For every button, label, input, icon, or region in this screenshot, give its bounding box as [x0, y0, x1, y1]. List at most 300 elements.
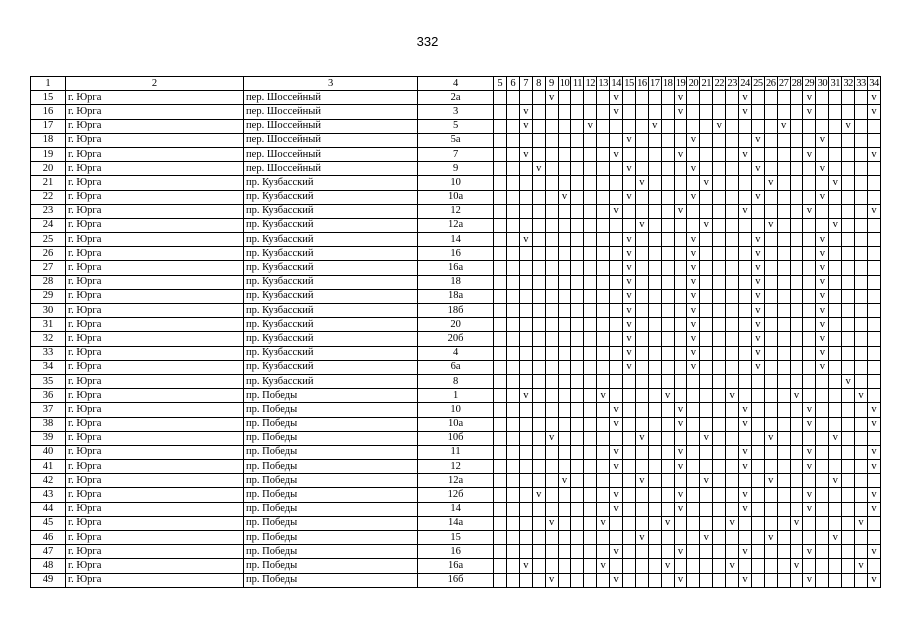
- empty-cell: [545, 289, 558, 303]
- empty-cell: [545, 545, 558, 559]
- empty-cell: [700, 304, 713, 318]
- header-cell-2: 2: [66, 77, 244, 91]
- empty-cell: [571, 445, 584, 459]
- empty-cell: [751, 573, 764, 587]
- empty-cell: [661, 176, 674, 190]
- empty-cell: [726, 162, 739, 176]
- house-cell: 6а: [418, 360, 494, 374]
- empty-cell: [726, 105, 739, 119]
- mark-cell: v: [623, 318, 636, 332]
- empty-cell: [635, 516, 648, 530]
- empty-cell: [829, 360, 842, 374]
- mark-cell: v: [674, 147, 687, 161]
- house-cell: 11: [418, 445, 494, 459]
- empty-cell: [674, 261, 687, 275]
- empty-cell: [726, 360, 739, 374]
- empty-cell: [687, 218, 700, 232]
- empty-cell: [764, 445, 777, 459]
- mark-cell: v: [739, 105, 752, 119]
- mark-cell: v: [623, 247, 636, 261]
- empty-cell: [494, 403, 507, 417]
- empty-cell: [558, 573, 571, 587]
- mark-cell: v: [829, 531, 842, 545]
- empty-cell: [545, 417, 558, 431]
- empty-cell: [494, 275, 507, 289]
- empty-cell: [687, 91, 700, 105]
- empty-cell: [558, 318, 571, 332]
- mark-cell: v: [635, 474, 648, 488]
- empty-cell: [507, 573, 520, 587]
- empty-cell: [519, 374, 532, 388]
- empty-cell: [571, 573, 584, 587]
- empty-cell: [713, 204, 726, 218]
- empty-cell: [816, 516, 829, 530]
- header-cell-22: 22: [713, 77, 726, 91]
- empty-cell: [648, 204, 661, 218]
- empty-cell: [713, 403, 726, 417]
- empty-cell: [803, 360, 816, 374]
- empty-cell: [751, 474, 764, 488]
- empty-cell: [532, 318, 545, 332]
- empty-cell: [687, 119, 700, 133]
- empty-cell: [674, 360, 687, 374]
- empty-cell: [635, 389, 648, 403]
- empty-cell: [842, 531, 855, 545]
- empty-cell: [855, 105, 868, 119]
- empty-cell: [855, 304, 868, 318]
- mark-cell: v: [584, 119, 597, 133]
- empty-cell: [532, 545, 545, 559]
- empty-cell: [558, 403, 571, 417]
- table-row: [31, 374, 881, 388]
- empty-cell: [584, 374, 597, 388]
- empty-cell: [507, 431, 520, 445]
- empty-cell: [623, 431, 636, 445]
- empty-cell: [597, 374, 610, 388]
- empty-cell: [739, 389, 752, 403]
- empty-cell: [855, 332, 868, 346]
- empty-cell: [739, 318, 752, 332]
- header-cell-23: 23: [726, 77, 739, 91]
- empty-cell: [571, 289, 584, 303]
- empty-cell: [764, 147, 777, 161]
- empty-cell: [816, 559, 829, 573]
- mark-cell: v: [674, 105, 687, 119]
- empty-cell: [764, 417, 777, 431]
- header-cell-3: 3: [244, 77, 418, 91]
- empty-cell: [764, 190, 777, 204]
- empty-cell: [687, 545, 700, 559]
- empty-cell: [713, 304, 726, 318]
- empty-cell: [803, 261, 816, 275]
- empty-cell: [816, 204, 829, 218]
- empty-cell: [764, 247, 777, 261]
- empty-cell: [532, 474, 545, 488]
- empty-cell: [597, 332, 610, 346]
- street-cell: пр. Кузбасский: [244, 374, 418, 388]
- empty-cell: [842, 233, 855, 247]
- mark-cell: v: [700, 431, 713, 445]
- empty-cell: [700, 289, 713, 303]
- empty-cell: [842, 346, 855, 360]
- empty-cell: [803, 559, 816, 573]
- empty-cell: [558, 162, 571, 176]
- mark-cell: v: [790, 516, 803, 530]
- empty-cell: [790, 218, 803, 232]
- mark-cell: v: [700, 474, 713, 488]
- empty-cell: [867, 516, 880, 530]
- empty-cell: [597, 289, 610, 303]
- empty-cell: [519, 133, 532, 147]
- empty-cell: [545, 304, 558, 318]
- empty-cell: [764, 559, 777, 573]
- mark-cell: v: [803, 91, 816, 105]
- empty-cell: [584, 147, 597, 161]
- mark-cell: v: [803, 417, 816, 431]
- empty-cell: [829, 162, 842, 176]
- empty-cell: [674, 318, 687, 332]
- empty-cell: [700, 559, 713, 573]
- empty-cell: [635, 559, 648, 573]
- house-cell: 16: [418, 545, 494, 559]
- empty-cell: [713, 318, 726, 332]
- empty-cell: [700, 545, 713, 559]
- mark-cell: v: [597, 516, 610, 530]
- empty-cell: [687, 460, 700, 474]
- empty-cell: [790, 445, 803, 459]
- empty-cell: [545, 147, 558, 161]
- empty-cell: [507, 445, 520, 459]
- empty-cell: [726, 91, 739, 105]
- empty-cell: [842, 162, 855, 176]
- empty-cell: [674, 275, 687, 289]
- house-cell: 4: [418, 346, 494, 360]
- empty-cell: [545, 247, 558, 261]
- empty-cell: [584, 488, 597, 502]
- empty-cell: [726, 474, 739, 488]
- empty-cell: [777, 445, 790, 459]
- empty-cell: [713, 332, 726, 346]
- house-cell: 1: [418, 389, 494, 403]
- empty-cell: [713, 389, 726, 403]
- empty-cell: [867, 133, 880, 147]
- empty-cell: [635, 573, 648, 587]
- header-cell-19: 19: [674, 77, 687, 91]
- mark-cell: v: [623, 133, 636, 147]
- empty-cell: [867, 431, 880, 445]
- empty-cell: [700, 374, 713, 388]
- empty-cell: [532, 573, 545, 587]
- empty-cell: [610, 360, 623, 374]
- empty-cell: [507, 474, 520, 488]
- empty-cell: [623, 176, 636, 190]
- empty-cell: [790, 247, 803, 261]
- empty-cell: [623, 460, 636, 474]
- empty-cell: [532, 431, 545, 445]
- header-cell-10: 10: [558, 77, 571, 91]
- empty-cell: [571, 460, 584, 474]
- empty-cell: [635, 204, 648, 218]
- empty-cell: [545, 460, 558, 474]
- empty-cell: [558, 218, 571, 232]
- empty-cell: [494, 119, 507, 133]
- empty-cell: [623, 531, 636, 545]
- empty-cell: [739, 559, 752, 573]
- mark-cell: v: [739, 445, 752, 459]
- mark-cell: v: [635, 431, 648, 445]
- empty-cell: [803, 218, 816, 232]
- empty-cell: [777, 360, 790, 374]
- empty-cell: [623, 417, 636, 431]
- mark-cell: v: [751, 162, 764, 176]
- empty-cell: [674, 346, 687, 360]
- empty-cell: [507, 559, 520, 573]
- mark-cell: v: [816, 247, 829, 261]
- empty-cell: [674, 516, 687, 530]
- empty-cell: [494, 162, 507, 176]
- empty-cell: [842, 204, 855, 218]
- empty-cell: [713, 374, 726, 388]
- empty-cell: [623, 445, 636, 459]
- empty-cell: [558, 275, 571, 289]
- empty-cell: [623, 147, 636, 161]
- empty-cell: [584, 346, 597, 360]
- empty-cell: [507, 417, 520, 431]
- empty-cell: [829, 573, 842, 587]
- empty-cell: [661, 147, 674, 161]
- empty-cell: [739, 531, 752, 545]
- empty-cell: [700, 318, 713, 332]
- row-number: 31: [31, 318, 66, 332]
- empty-cell: [507, 233, 520, 247]
- empty-cell: [623, 559, 636, 573]
- mark-cell: v: [816, 318, 829, 332]
- header-cell-27: 27: [777, 77, 790, 91]
- empty-cell: [558, 389, 571, 403]
- street-cell: пер. Шоссейный: [244, 133, 418, 147]
- empty-cell: [842, 247, 855, 261]
- mark-cell: v: [726, 559, 739, 573]
- empty-cell: [713, 218, 726, 232]
- empty-cell: [790, 360, 803, 374]
- empty-cell: [816, 417, 829, 431]
- empty-cell: [532, 261, 545, 275]
- empty-cell: [661, 304, 674, 318]
- empty-cell: [532, 176, 545, 190]
- house-cell: 18: [418, 275, 494, 289]
- table-row: [31, 218, 881, 232]
- empty-cell: [842, 190, 855, 204]
- empty-cell: [558, 516, 571, 530]
- empty-cell: [545, 233, 558, 247]
- street-cell: пр. Кузбасский: [244, 332, 418, 346]
- street-cell: пр. Кузбасский: [244, 289, 418, 303]
- empty-cell: [494, 445, 507, 459]
- empty-cell: [623, 105, 636, 119]
- empty-cell: [661, 105, 674, 119]
- empty-cell: [751, 488, 764, 502]
- empty-cell: [635, 91, 648, 105]
- empty-cell: [558, 233, 571, 247]
- empty-cell: [855, 190, 868, 204]
- empty-cell: [777, 204, 790, 218]
- empty-cell: [700, 417, 713, 431]
- table-row: [31, 417, 881, 431]
- empty-cell: [803, 247, 816, 261]
- empty-cell: [713, 133, 726, 147]
- empty-cell: [777, 91, 790, 105]
- empty-cell: [494, 233, 507, 247]
- empty-cell: [777, 374, 790, 388]
- mark-cell: v: [867, 204, 880, 218]
- empty-cell: [816, 147, 829, 161]
- empty-cell: [635, 147, 648, 161]
- empty-cell: [532, 559, 545, 573]
- empty-cell: [519, 502, 532, 516]
- empty-cell: [623, 204, 636, 218]
- empty-cell: [713, 247, 726, 261]
- city-cell: г. Юрга: [66, 389, 244, 403]
- empty-cell: [661, 374, 674, 388]
- empty-cell: [648, 346, 661, 360]
- empty-cell: [726, 488, 739, 502]
- empty-cell: [687, 531, 700, 545]
- empty-cell: [867, 275, 880, 289]
- empty-cell: [713, 545, 726, 559]
- house-cell: 20б: [418, 332, 494, 346]
- empty-cell: [700, 360, 713, 374]
- empty-cell: [571, 105, 584, 119]
- empty-cell: [855, 374, 868, 388]
- header-cell-6: 6: [507, 77, 520, 91]
- empty-cell: [494, 573, 507, 587]
- table-row: [31, 233, 881, 247]
- empty-cell: [764, 516, 777, 530]
- empty-cell: [726, 318, 739, 332]
- house-cell: 14: [418, 502, 494, 516]
- empty-cell: [700, 233, 713, 247]
- empty-cell: [571, 360, 584, 374]
- city-cell: г. Юрга: [66, 431, 244, 445]
- city-cell: г. Юрга: [66, 162, 244, 176]
- mark-cell: v: [623, 360, 636, 374]
- city-cell: г. Юрга: [66, 488, 244, 502]
- empty-cell: [674, 559, 687, 573]
- empty-cell: [739, 275, 752, 289]
- header-cell-14: 14: [610, 77, 623, 91]
- mark-cell: v: [867, 488, 880, 502]
- empty-cell: [751, 176, 764, 190]
- empty-cell: [494, 133, 507, 147]
- empty-cell: [739, 233, 752, 247]
- empty-cell: [777, 105, 790, 119]
- empty-cell: [597, 304, 610, 318]
- empty-cell: [790, 204, 803, 218]
- empty-cell: [855, 360, 868, 374]
- empty-cell: [829, 516, 842, 530]
- house-cell: 14а: [418, 516, 494, 530]
- mark-cell: v: [751, 247, 764, 261]
- empty-cell: [610, 304, 623, 318]
- empty-cell: [867, 218, 880, 232]
- mark-cell: v: [726, 516, 739, 530]
- house-cell: 16: [418, 247, 494, 261]
- mark-cell: v: [764, 176, 777, 190]
- empty-cell: [558, 332, 571, 346]
- empty-cell: [867, 289, 880, 303]
- empty-cell: [726, 573, 739, 587]
- mark-cell: v: [829, 474, 842, 488]
- empty-cell: [661, 502, 674, 516]
- empty-cell: [842, 261, 855, 275]
- empty-cell: [764, 332, 777, 346]
- empty-cell: [764, 261, 777, 275]
- house-cell: 12а: [418, 218, 494, 232]
- mark-cell: v: [532, 162, 545, 176]
- empty-cell: [507, 176, 520, 190]
- mark-cell: v: [751, 289, 764, 303]
- empty-cell: [726, 374, 739, 388]
- empty-cell: [545, 318, 558, 332]
- row-number: 49: [31, 573, 66, 587]
- empty-cell: [751, 417, 764, 431]
- empty-cell: [816, 374, 829, 388]
- empty-cell: [764, 573, 777, 587]
- mark-cell: v: [674, 91, 687, 105]
- empty-cell: [842, 445, 855, 459]
- empty-cell: [713, 190, 726, 204]
- empty-cell: [558, 261, 571, 275]
- empty-cell: [687, 502, 700, 516]
- empty-cell: [855, 346, 868, 360]
- row-number: 37: [31, 403, 66, 417]
- empty-cell: [790, 275, 803, 289]
- row-number: 48: [31, 559, 66, 573]
- empty-cell: [571, 176, 584, 190]
- street-cell: пер. Шоссейный: [244, 91, 418, 105]
- empty-cell: [842, 318, 855, 332]
- empty-cell: [597, 531, 610, 545]
- empty-cell: [507, 204, 520, 218]
- empty-cell: [803, 162, 816, 176]
- mark-cell: v: [532, 488, 545, 502]
- city-cell: г. Юрга: [66, 289, 244, 303]
- empty-cell: [623, 374, 636, 388]
- empty-cell: [648, 403, 661, 417]
- header-cell-7: 7: [519, 77, 532, 91]
- empty-cell: [803, 304, 816, 318]
- mark-cell: v: [545, 573, 558, 587]
- empty-cell: [494, 304, 507, 318]
- city-cell: г. Юрга: [66, 531, 244, 545]
- empty-cell: [571, 431, 584, 445]
- empty-cell: [687, 573, 700, 587]
- empty-cell: [726, 445, 739, 459]
- empty-cell: [726, 190, 739, 204]
- empty-cell: [700, 261, 713, 275]
- empty-cell: [674, 531, 687, 545]
- mark-cell: v: [597, 389, 610, 403]
- empty-cell: [545, 119, 558, 133]
- mark-cell: v: [867, 417, 880, 431]
- empty-cell: [777, 218, 790, 232]
- empty-cell: [558, 346, 571, 360]
- city-cell: г. Юрга: [66, 559, 244, 573]
- empty-cell: [519, 445, 532, 459]
- mark-cell: v: [829, 431, 842, 445]
- header-cell-12: 12: [584, 77, 597, 91]
- empty-cell: [777, 474, 790, 488]
